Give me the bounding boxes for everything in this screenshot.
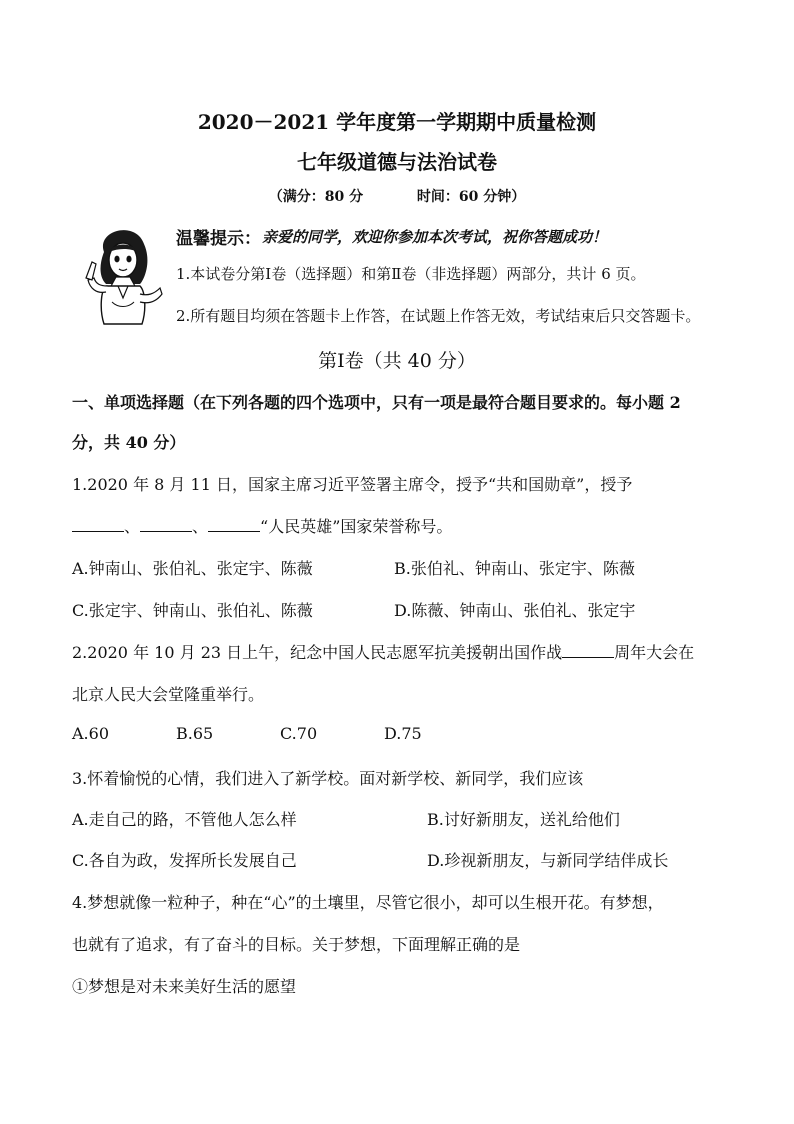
- girl-mascot-icon: [82, 222, 164, 326]
- q1-option-d: D.陈薇、钟南山、张伯礼、张定宇: [394, 601, 636, 620]
- tips-greeting: 亲爱的同学，欢迎你参加本次考试，祝你答题成功！: [262, 228, 608, 246]
- answer-blank: [208, 515, 260, 532]
- q2-option-b: B.65: [176, 724, 214, 743]
- q3-option-b: B.讨好新朋友，送礼给他们: [427, 810, 620, 829]
- time-info: 时间：60 分钟）: [416, 189, 526, 205]
- q3-option-a: A.走自己的路，不管他人怎么样: [72, 810, 297, 829]
- answer-blank: [72, 515, 124, 532]
- answer-blank: [140, 515, 192, 532]
- tips-note-2: 2.所有题目均须在答题卡上作答，在试题上作答无效，考试结束后只交答题卡。: [176, 307, 701, 325]
- exam-subtitle: 七年级道德与法治试卷: [297, 150, 497, 174]
- score-info: （满分：80 分: [268, 189, 364, 205]
- q3-stem: 3.怀着愉悦的心情，我们进入了新学校。面对新学校、新同学，我们应该: [72, 769, 584, 788]
- q2-stem-line-2: 北京人民大会堂隆重举行。: [72, 685, 265, 704]
- tips-note-1: 1.本试卷分第Ⅰ卷（选择题）和第Ⅱ卷（非选择题）两部分，共计 6 页。: [176, 265, 646, 283]
- q4-item-1: ①梦想是对未来美好生活的愿望: [72, 977, 297, 996]
- q2-stem-line-1: 2.2020 年 10 月 23 日上午，纪念中国人民志愿军抗美援朝出国作战 周年大会在: [72, 643, 695, 662]
- exam-title: 2020－2021 学年度第一学期期中质量检测: [197, 110, 597, 134]
- q1-stem-line-1: 1.2020 年 8 月 11 日，国家主席习近平签署主席令，授予“共和国勋章”，授予: [72, 475, 633, 494]
- q4-stem-line-1: 4.梦想就像一粒种子，种在“心”的土壤里，尽管它很小，却可以生根开花。有梦想，: [72, 893, 664, 912]
- section-heading-line-1: 一、单项选择题（在下列各题的四个选项中，只有一项是最符合题目要求的。每小题 2: [72, 393, 681, 412]
- q2-option-d: D.75: [384, 724, 422, 743]
- q4-stem-line-2: 也就有了追求，有了奋斗的目标。关于梦想，下面理解正确的是: [72, 935, 521, 954]
- exam-meta: [0, 186, 794, 206]
- q3-option-d: D.珍视新朋友，与新同学结伴成长: [427, 851, 669, 870]
- q1-option-b: B.张伯礼、钟南山、张定宇、陈薇: [394, 559, 635, 578]
- q1-option-a: A.钟南山、张伯礼、张定宇、陈薇: [72, 559, 313, 578]
- q3-option-c: C.各自为政，发挥所长发展自己: [72, 851, 297, 870]
- answer-blank: [562, 641, 614, 658]
- q1-option-c: C.张定宇、钟南山、张伯礼、陈薇: [72, 601, 313, 620]
- q2-option-c: C.70: [280, 724, 318, 743]
- section-title: 第Ⅰ卷（共 40 分）: [318, 350, 476, 372]
- tips-label: 温馨提示：: [176, 229, 261, 249]
- q2-option-a: A.60: [72, 724, 109, 743]
- section-heading-line-2: 分，共 40 分）: [72, 433, 186, 452]
- q1-stem-line-2: 、 、 “人民英雄”国家荣誉称号。: [72, 514, 452, 537]
